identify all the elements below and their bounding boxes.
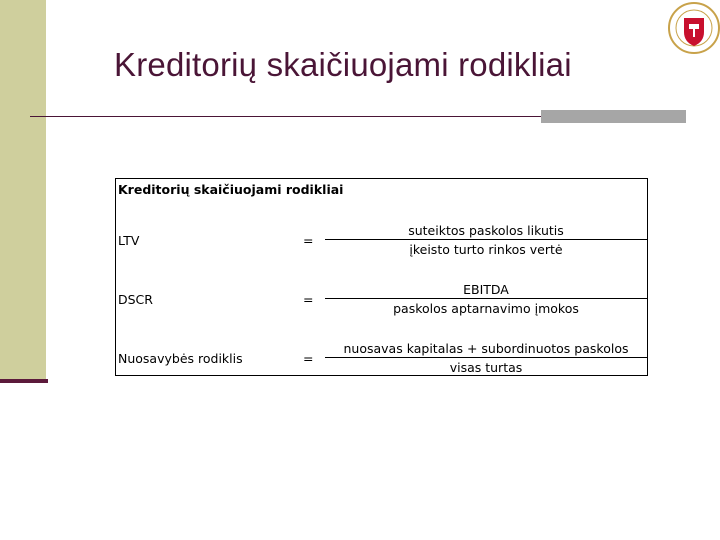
dscr-denominator: paskolos aptarnavimo įmokos [393,301,579,316]
formula-row-equity-ratio [116,336,647,396]
ltv-fraction-line [325,239,647,240]
formula-row-ltv [116,218,647,278]
equity-ratio-denominator: visas turtas [449,360,523,375]
formula-table [115,178,648,376]
title-underline [30,116,542,117]
formula-table-title: Kreditorių skaičiuojami rodikliai [118,182,344,197]
dscr-equals: = [303,292,314,307]
decorative-side-band [0,0,46,380]
slide-title: Kreditorių skaičiuojami rodikliai [114,46,572,83]
title-underline-bar [541,110,686,123]
ltv-label: LTV [118,233,140,248]
equity-ratio-label: Nuosavybės rodiklis [118,351,243,366]
ltv-equals: = [303,233,314,248]
equity-ratio-equals: = [303,351,314,366]
formula-row-dscr [116,277,647,337]
university-seal-icon [668,2,720,54]
equity-ratio-fraction-line [325,357,647,358]
equity-ratio-numerator: nuosavas kapitalas + subordinuotos paskolos [343,341,629,356]
ltv-numerator: suteiktos paskolos likutis [408,223,564,238]
dscr-fraction-line [325,298,647,299]
dscr-label: DSCR [118,292,153,307]
decorative-side-band-base [0,379,48,383]
ltv-denominator: įkeisto turto rinkos vertė [409,242,563,257]
dscr-numerator: EBITDA [463,282,509,297]
